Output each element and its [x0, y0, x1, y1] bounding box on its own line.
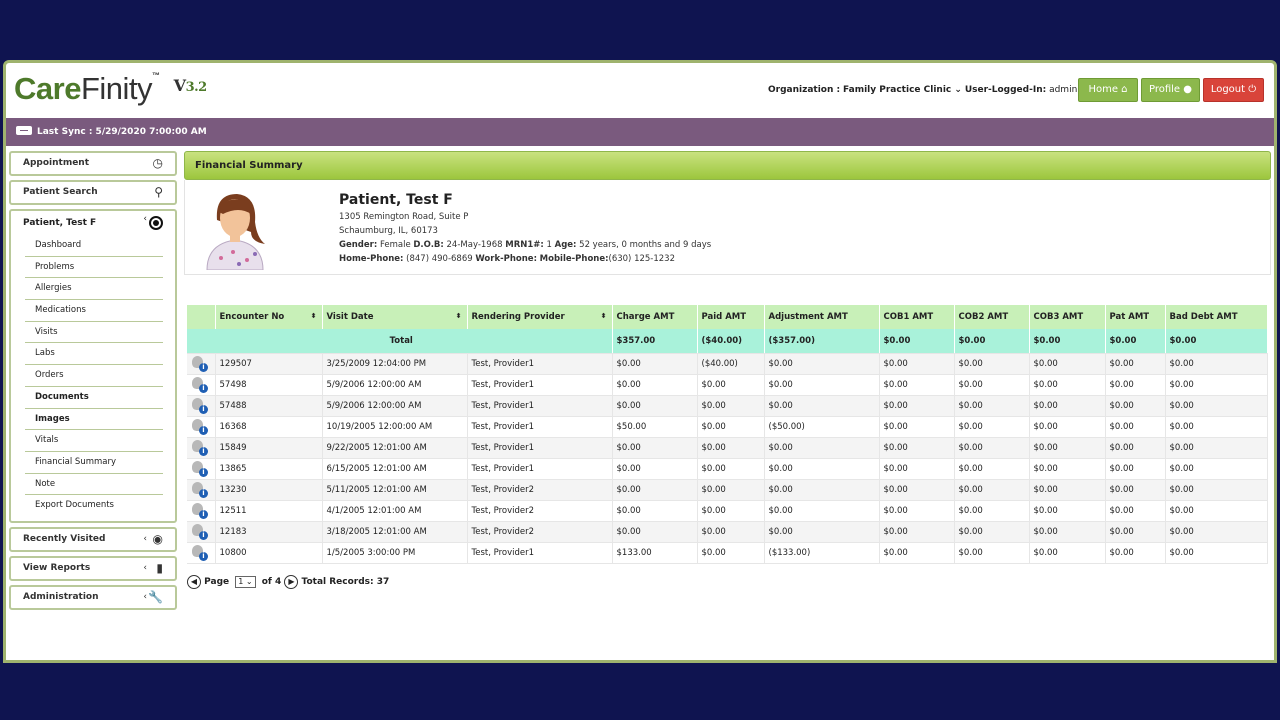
table-cell: ($40.00): [697, 353, 764, 374]
total-charge: $357.00: [612, 329, 697, 353]
table-cell: $0.00: [879, 458, 954, 479]
table-cell: Test, Provider1: [467, 542, 612, 563]
row-icon-cell: [187, 395, 215, 416]
table-cell: 5/9/2006 12:00:00 AM: [322, 374, 467, 395]
mobile-phone-label: Mobile-Phone:: [539, 254, 609, 264]
info-icon: i: [199, 489, 208, 498]
page-select-value: 1: [238, 576, 244, 586]
table-cell: 1/5/2005 3:00:00 PM: [322, 542, 467, 563]
table-cell: $0.00: [1029, 479, 1105, 500]
table-cell: $0.00: [879, 374, 954, 395]
table-cell: $0.00: [954, 521, 1029, 542]
financial-table-wrapper: [187, 305, 1268, 564]
row-icon-cell: [187, 458, 215, 479]
mobile-phone-value: (630) 125-1232: [608, 254, 675, 264]
sidebar-item-label: Patient, Test F: [23, 218, 97, 228]
table-cell: $0.00: [1029, 458, 1105, 479]
info-icon: i: [199, 531, 208, 540]
table-cell: $0.00: [612, 353, 697, 374]
gender-value: Female: [379, 240, 411, 250]
sidebar: [9, 151, 177, 614]
table-cell: 5/9/2006 12:00:00 AM: [322, 395, 467, 416]
table-cell: $0.00: [1165, 458, 1268, 479]
table-cell: $0.00: [697, 521, 764, 542]
eye-icon: ◉: [152, 531, 163, 546]
age-label: Age:: [554, 240, 577, 250]
patient-info-icon[interactable]: [192, 482, 207, 497]
table-cell: $0.00: [697, 500, 764, 521]
chevron-left-icon: ‹: [143, 533, 147, 544]
table-cell: $0.00: [879, 479, 954, 500]
sidebar-item-label: View Reports: [23, 562, 91, 573]
logo-tm: ™: [152, 71, 160, 80]
table-cell: $0.00: [879, 353, 954, 374]
table-cell: $0.00: [697, 437, 764, 458]
column-header-pat: Pat AMT: [1105, 305, 1165, 329]
sidebar-subitem-vitals[interactable]: Vitals: [25, 430, 163, 452]
table-row[interactable]: [187, 542, 1268, 563]
table-cell: $0.00: [879, 416, 954, 437]
app-window: [3, 60, 1277, 663]
table-cell: $0.00: [879, 500, 954, 521]
table-cell: $0.00: [764, 521, 879, 542]
table-cell: $0.00: [1165, 542, 1268, 563]
table-row[interactable]: [187, 374, 1268, 395]
logo-care: Care: [14, 71, 81, 106]
sidebar-subitem-labs[interactable]: Labs: [25, 343, 163, 365]
table-cell: $0.00: [1165, 374, 1268, 395]
home-phone-value: (847) 490-6869: [406, 254, 473, 264]
table-cell: $0.00: [764, 374, 879, 395]
patient-info-icon[interactable]: [192, 461, 207, 476]
sidebar-subitem-export-documents[interactable]: Export Documents: [35, 500, 114, 511]
total-cob2: $0.00: [954, 329, 1029, 353]
table-cell: $0.00: [879, 437, 954, 458]
table-cell: $0.00: [954, 500, 1029, 521]
table-cell: $0.00: [954, 437, 1029, 458]
power-icon: ⏻: [1248, 84, 1257, 95]
org-label: Organization :: [768, 85, 841, 95]
table-cell: Test, Provider1: [467, 416, 612, 437]
table-cell: 10800: [215, 542, 322, 563]
version-label: [174, 76, 207, 95]
table-cell: Test, Provider1: [467, 458, 612, 479]
table-cell: 12511: [215, 500, 322, 521]
table-cell: $0.00: [1029, 521, 1105, 542]
total-pat: $0.00: [1105, 329, 1165, 353]
dob-value: 24-May-1968: [446, 240, 503, 250]
chevron-left-icon: ‹: [143, 562, 147, 573]
row-icon-cell: [187, 479, 215, 500]
column-header-visit-date[interactable]: [322, 305, 467, 329]
table-row[interactable]: [187, 353, 1268, 374]
column-header-charge: Charge AMT: [612, 305, 697, 329]
table-cell: $0.00: [1165, 353, 1268, 374]
sidebar-item-label: Recently Visited: [23, 533, 106, 544]
info-icon: i: [199, 426, 208, 435]
organization-info: [768, 85, 1077, 95]
column-header-cob1: COB1 AMT: [879, 305, 954, 329]
column-header-icon: [187, 305, 215, 329]
sync-text: Last Sync : 5/29/2020 7:00:00 AM: [37, 127, 207, 137]
sidebar-subitem-problems[interactable]: Problems: [25, 257, 163, 279]
table-cell: ($133.00): [764, 542, 879, 563]
sort-icon[interactable]: ⬍: [600, 312, 607, 320]
column-header-label: Rendering Provider: [471, 312, 565, 322]
table-cell: $0.00: [1029, 353, 1105, 374]
table-cell: $0.00: [1105, 374, 1165, 395]
user-label: User-Logged-In:: [964, 85, 1047, 95]
table-cell: 13865: [215, 458, 322, 479]
row-icon-cell: [187, 437, 215, 458]
sidebar-item-appointment[interactable]: [9, 151, 177, 176]
patient-address1: 1305 Remington Road, Suite P: [339, 212, 469, 222]
sidebar-subitem-note[interactable]: Note: [25, 474, 163, 496]
table-cell: Test, Provider2: [467, 479, 612, 500]
profile-label: Profile: [1148, 84, 1181, 95]
row-icon-cell: [187, 374, 215, 395]
total-row: [187, 329, 1268, 353]
wrench-icon: 🔧: [148, 589, 163, 604]
table-row[interactable]: [187, 395, 1268, 416]
mrn-value: 1: [546, 240, 552, 250]
row-icon-cell: [187, 500, 215, 521]
total-adjustment: ($357.00): [764, 329, 879, 353]
row-icon-cell: [187, 353, 215, 374]
table-cell: $0.00: [612, 374, 697, 395]
table-cell: $0.00: [1165, 500, 1268, 521]
prev-page-icon[interactable]: ◀: [187, 575, 201, 589]
table-cell: $0.00: [1029, 437, 1105, 458]
table-cell: $0.00: [697, 479, 764, 500]
table-cell: $0.00: [612, 395, 697, 416]
search-icon: ⚲: [154, 185, 163, 199]
table-cell: Test, Provider1: [467, 395, 612, 416]
logo-finity: Finity: [80, 71, 153, 106]
patient-info-icon[interactable]: [192, 545, 207, 560]
table-cell: $0.00: [697, 542, 764, 563]
table-cell: $0.00: [612, 479, 697, 500]
sort-icon[interactable]: ⬍: [455, 312, 462, 320]
table-row[interactable]: [187, 416, 1268, 437]
chevron-left-icon: ‹: [143, 214, 147, 224]
mrn-label: MRN1#:: [505, 240, 544, 250]
table-cell: 6/15/2005 12:01:00 AM: [322, 458, 467, 479]
table-cell: Test, Provider1: [467, 374, 612, 395]
table-cell: $0.00: [954, 395, 1029, 416]
chevron-down-icon: ⌄: [245, 576, 253, 586]
table-cell: $0.00: [764, 437, 879, 458]
age-value: 52 years, 0 months and 9 days: [579, 240, 712, 250]
table-cell: $0.00: [954, 374, 1029, 395]
table-cell: $0.00: [697, 374, 764, 395]
column-header-encounter[interactable]: [215, 305, 322, 329]
patient-phones: [339, 252, 711, 266]
table-cell: $0.00: [612, 521, 697, 542]
patient-info-icon[interactable]: [192, 356, 207, 371]
total-label: Total: [187, 329, 612, 353]
chevron-left-icon: ‹: [143, 591, 147, 602]
gender-label: Gender:: [339, 240, 378, 250]
table-cell: Test, Provider2: [467, 500, 612, 521]
table-row[interactable]: [187, 500, 1268, 521]
dob-label: D.O.B:: [413, 240, 444, 250]
sidebar-subitem-documents[interactable]: Documents: [25, 387, 163, 409]
table-cell: $0.00: [1105, 458, 1165, 479]
table-cell: $50.00: [612, 416, 697, 437]
sidebar-subitem-images[interactable]: Images: [25, 409, 163, 431]
table-cell: $0.00: [954, 542, 1029, 563]
table-cell: 4/1/2005 12:01:00 AM: [322, 500, 467, 521]
table-cell: 57488: [215, 395, 322, 416]
patient-card: [184, 180, 1271, 275]
table-cell: $0.00: [1165, 479, 1268, 500]
user-icon: ●: [1183, 84, 1192, 95]
file-icon: ▮: [156, 560, 163, 575]
sidebar-item-patient-search[interactable]: [9, 180, 177, 205]
table-header-row: [187, 305, 1268, 329]
table-cell: $0.00: [1029, 416, 1105, 437]
total-bad-debt: $0.00: [1165, 329, 1268, 353]
table-cell: $0.00: [1105, 353, 1165, 374]
table-cell: $0.00: [954, 353, 1029, 374]
info-icon: i: [199, 384, 208, 393]
table-cell: 10/19/2005 12:00:00 AM: [322, 416, 467, 437]
sidebar-item-patient[interactable]: [11, 211, 175, 235]
column-header-bad-debt: Bad Debt AMT: [1165, 305, 1268, 329]
patient-info-icon[interactable]: [192, 503, 207, 518]
column-header-cob3: COB3 AMT: [1029, 305, 1105, 329]
sidebar-subitem-medications[interactable]: Medications: [25, 300, 163, 322]
table-cell: $0.00: [764, 353, 879, 374]
patient-demographics: [339, 238, 711, 252]
table-cell: $0.00: [612, 437, 697, 458]
sidebar-subitem-dashboard[interactable]: Dashboard: [25, 235, 163, 257]
total-paid: ($40.00): [697, 329, 764, 353]
sidebar-group-patient: [9, 209, 177, 523]
sidebar-subitem-financial-summary[interactable]: Financial Summary: [25, 452, 163, 474]
page-label: Page: [204, 577, 230, 587]
page-count: of 4: [261, 577, 282, 587]
table-cell: $0.00: [697, 458, 764, 479]
table-cell: $0.00: [1105, 500, 1165, 521]
patient-info-icon[interactable]: [192, 377, 207, 392]
table-row[interactable]: [187, 458, 1268, 479]
row-icon-cell: [187, 542, 215, 563]
column-header-label: Encounter No: [219, 312, 285, 322]
sidebar-subitem-allergies[interactable]: Allergies: [25, 278, 163, 300]
table-cell: $0.00: [764, 500, 879, 521]
column-header-cob2: COB2 AMT: [954, 305, 1029, 329]
table-cell: $0.00: [612, 500, 697, 521]
table-cell: Test, Provider1: [467, 353, 612, 374]
table-cell: $0.00: [764, 458, 879, 479]
table-cell: $0.00: [1105, 521, 1165, 542]
next-page-icon[interactable]: ▶: [284, 575, 298, 589]
table-cell: $0.00: [697, 416, 764, 437]
row-icon-cell: [187, 521, 215, 542]
logo: [14, 71, 207, 107]
sidebar-item-view-reports[interactable]: [9, 556, 177, 581]
table-cell: $0.00: [1165, 437, 1268, 458]
table-cell: 57498: [215, 374, 322, 395]
table-cell: $0.00: [764, 479, 879, 500]
patient-info-icon[interactable]: [192, 398, 207, 413]
clock-icon: ◷: [152, 156, 163, 170]
financial-table: [187, 305, 1268, 564]
sidebar-item-label: Administration: [23, 591, 99, 602]
column-header-label: Visit Date: [326, 312, 374, 322]
patient-avatar: [199, 186, 271, 270]
table-cell: $0.00: [1165, 416, 1268, 437]
table-cell: 3/25/2009 12:04:00 PM: [322, 353, 467, 374]
table-cell: $0.00: [1105, 479, 1165, 500]
patient-info-icon[interactable]: [192, 524, 207, 539]
table-cell: 129507: [215, 353, 322, 374]
main-content: [184, 151, 1271, 587]
logout-button[interactable]: [1203, 78, 1264, 102]
column-header-provider[interactable]: [467, 305, 612, 329]
section-title: Financial Summary: [184, 151, 1271, 180]
table-cell: Test, Provider2: [467, 521, 612, 542]
sidebar-subitem-visits[interactable]: Visits: [25, 322, 163, 344]
total-cob1: $0.00: [879, 329, 954, 353]
table-body: [187, 329, 1268, 563]
org-select[interactable]: [843, 85, 962, 95]
patient-info: [339, 192, 711, 266]
home-icon: ⌂: [1121, 84, 1128, 95]
user-value: admin: [1049, 85, 1078, 95]
target-icon: [149, 216, 163, 230]
table-cell: $0.00: [1029, 542, 1105, 563]
top-bar: [6, 63, 1274, 118]
logout-label: Logout: [1210, 84, 1246, 95]
info-icon: i: [199, 468, 208, 477]
home-phone-label: Home-Phone:: [339, 254, 404, 264]
table-cell: $0.00: [1029, 500, 1105, 521]
table-cell: $0.00: [1029, 395, 1105, 416]
table-cell: 13230: [215, 479, 322, 500]
table-cell: 3/18/2005 12:01:00 AM: [322, 521, 467, 542]
table-cell: $0.00: [1105, 395, 1165, 416]
version-prefix: V: [173, 76, 186, 95]
home-button[interactable]: [1078, 78, 1138, 102]
sidebar-item-recently-visited[interactable]: [9, 527, 177, 552]
table-cell: $0.00: [612, 458, 697, 479]
table-cell: $0.00: [1165, 395, 1268, 416]
column-header-paid: Paid AMT: [697, 305, 764, 329]
info-icon: i: [199, 447, 208, 456]
table-cell: $133.00: [612, 542, 697, 563]
table-cell: $0.00: [764, 395, 879, 416]
sidebar-subitem-orders[interactable]: Orders: [25, 365, 163, 387]
table-cell: $0.00: [1029, 374, 1105, 395]
table-cell: 16368: [215, 416, 322, 437]
table-cell: $0.00: [1105, 542, 1165, 563]
column-header-adjustment: Adjustment AMT: [764, 305, 879, 329]
table-cell: $0.00: [879, 395, 954, 416]
table-cell: 5/11/2005 12:01:00 AM: [322, 479, 467, 500]
chevron-down-icon: ⌄: [954, 85, 962, 95]
table-row[interactable]: [187, 479, 1268, 500]
patient-address2: Schaumburg, IL, 60173: [339, 226, 438, 236]
sort-icon[interactable]: ⬍: [310, 312, 317, 320]
info-icon: i: [199, 552, 208, 561]
table-cell: $0.00: [879, 521, 954, 542]
row-icon-cell: [187, 416, 215, 437]
table-row[interactable]: [187, 437, 1268, 458]
table-cell: 12183: [215, 521, 322, 542]
table-row[interactable]: [187, 521, 1268, 542]
pagination: [187, 574, 389, 590]
version-number: 3.2: [185, 80, 207, 95]
profile-button[interactable]: [1141, 78, 1200, 102]
table-cell: $0.00: [1165, 521, 1268, 542]
table-cell: $0.00: [954, 479, 1029, 500]
org-value: Family Practice Clinic: [843, 85, 952, 95]
patient-info-icon[interactable]: [192, 419, 207, 434]
table-cell: ($50.00): [764, 416, 879, 437]
info-icon: i: [199, 363, 208, 372]
table-cell: 15849: [215, 437, 322, 458]
info-icon: i: [199, 510, 208, 519]
table-cell: 9/22/2005 12:01:00 AM: [322, 437, 467, 458]
table-cell: $0.00: [954, 458, 1029, 479]
page-select[interactable]: [235, 576, 255, 588]
table-cell: $0.00: [1105, 437, 1165, 458]
home-label: Home: [1088, 84, 1118, 95]
patient-name: Patient, Test F: [339, 192, 453, 208]
table-cell: $0.00: [879, 542, 954, 563]
info-icon: i: [199, 405, 208, 414]
table-cell: Test, Provider1: [467, 437, 612, 458]
table-cell: $0.00: [1105, 416, 1165, 437]
table-cell: $0.00: [697, 395, 764, 416]
sidebar-item-label: Patient Search: [23, 187, 98, 197]
total-records: Total Records: 37: [301, 577, 390, 587]
sidebar-item-label: Appointment: [23, 158, 90, 168]
total-cob3: $0.00: [1029, 329, 1105, 353]
work-phone-label: Work-Phone:: [475, 254, 537, 264]
sync-icon: [16, 126, 32, 135]
sidebar-item-administration[interactable]: [9, 585, 177, 610]
sync-bar: [6, 118, 1274, 146]
table-cell: $0.00: [954, 416, 1029, 437]
patient-info-icon[interactable]: [192, 440, 207, 455]
